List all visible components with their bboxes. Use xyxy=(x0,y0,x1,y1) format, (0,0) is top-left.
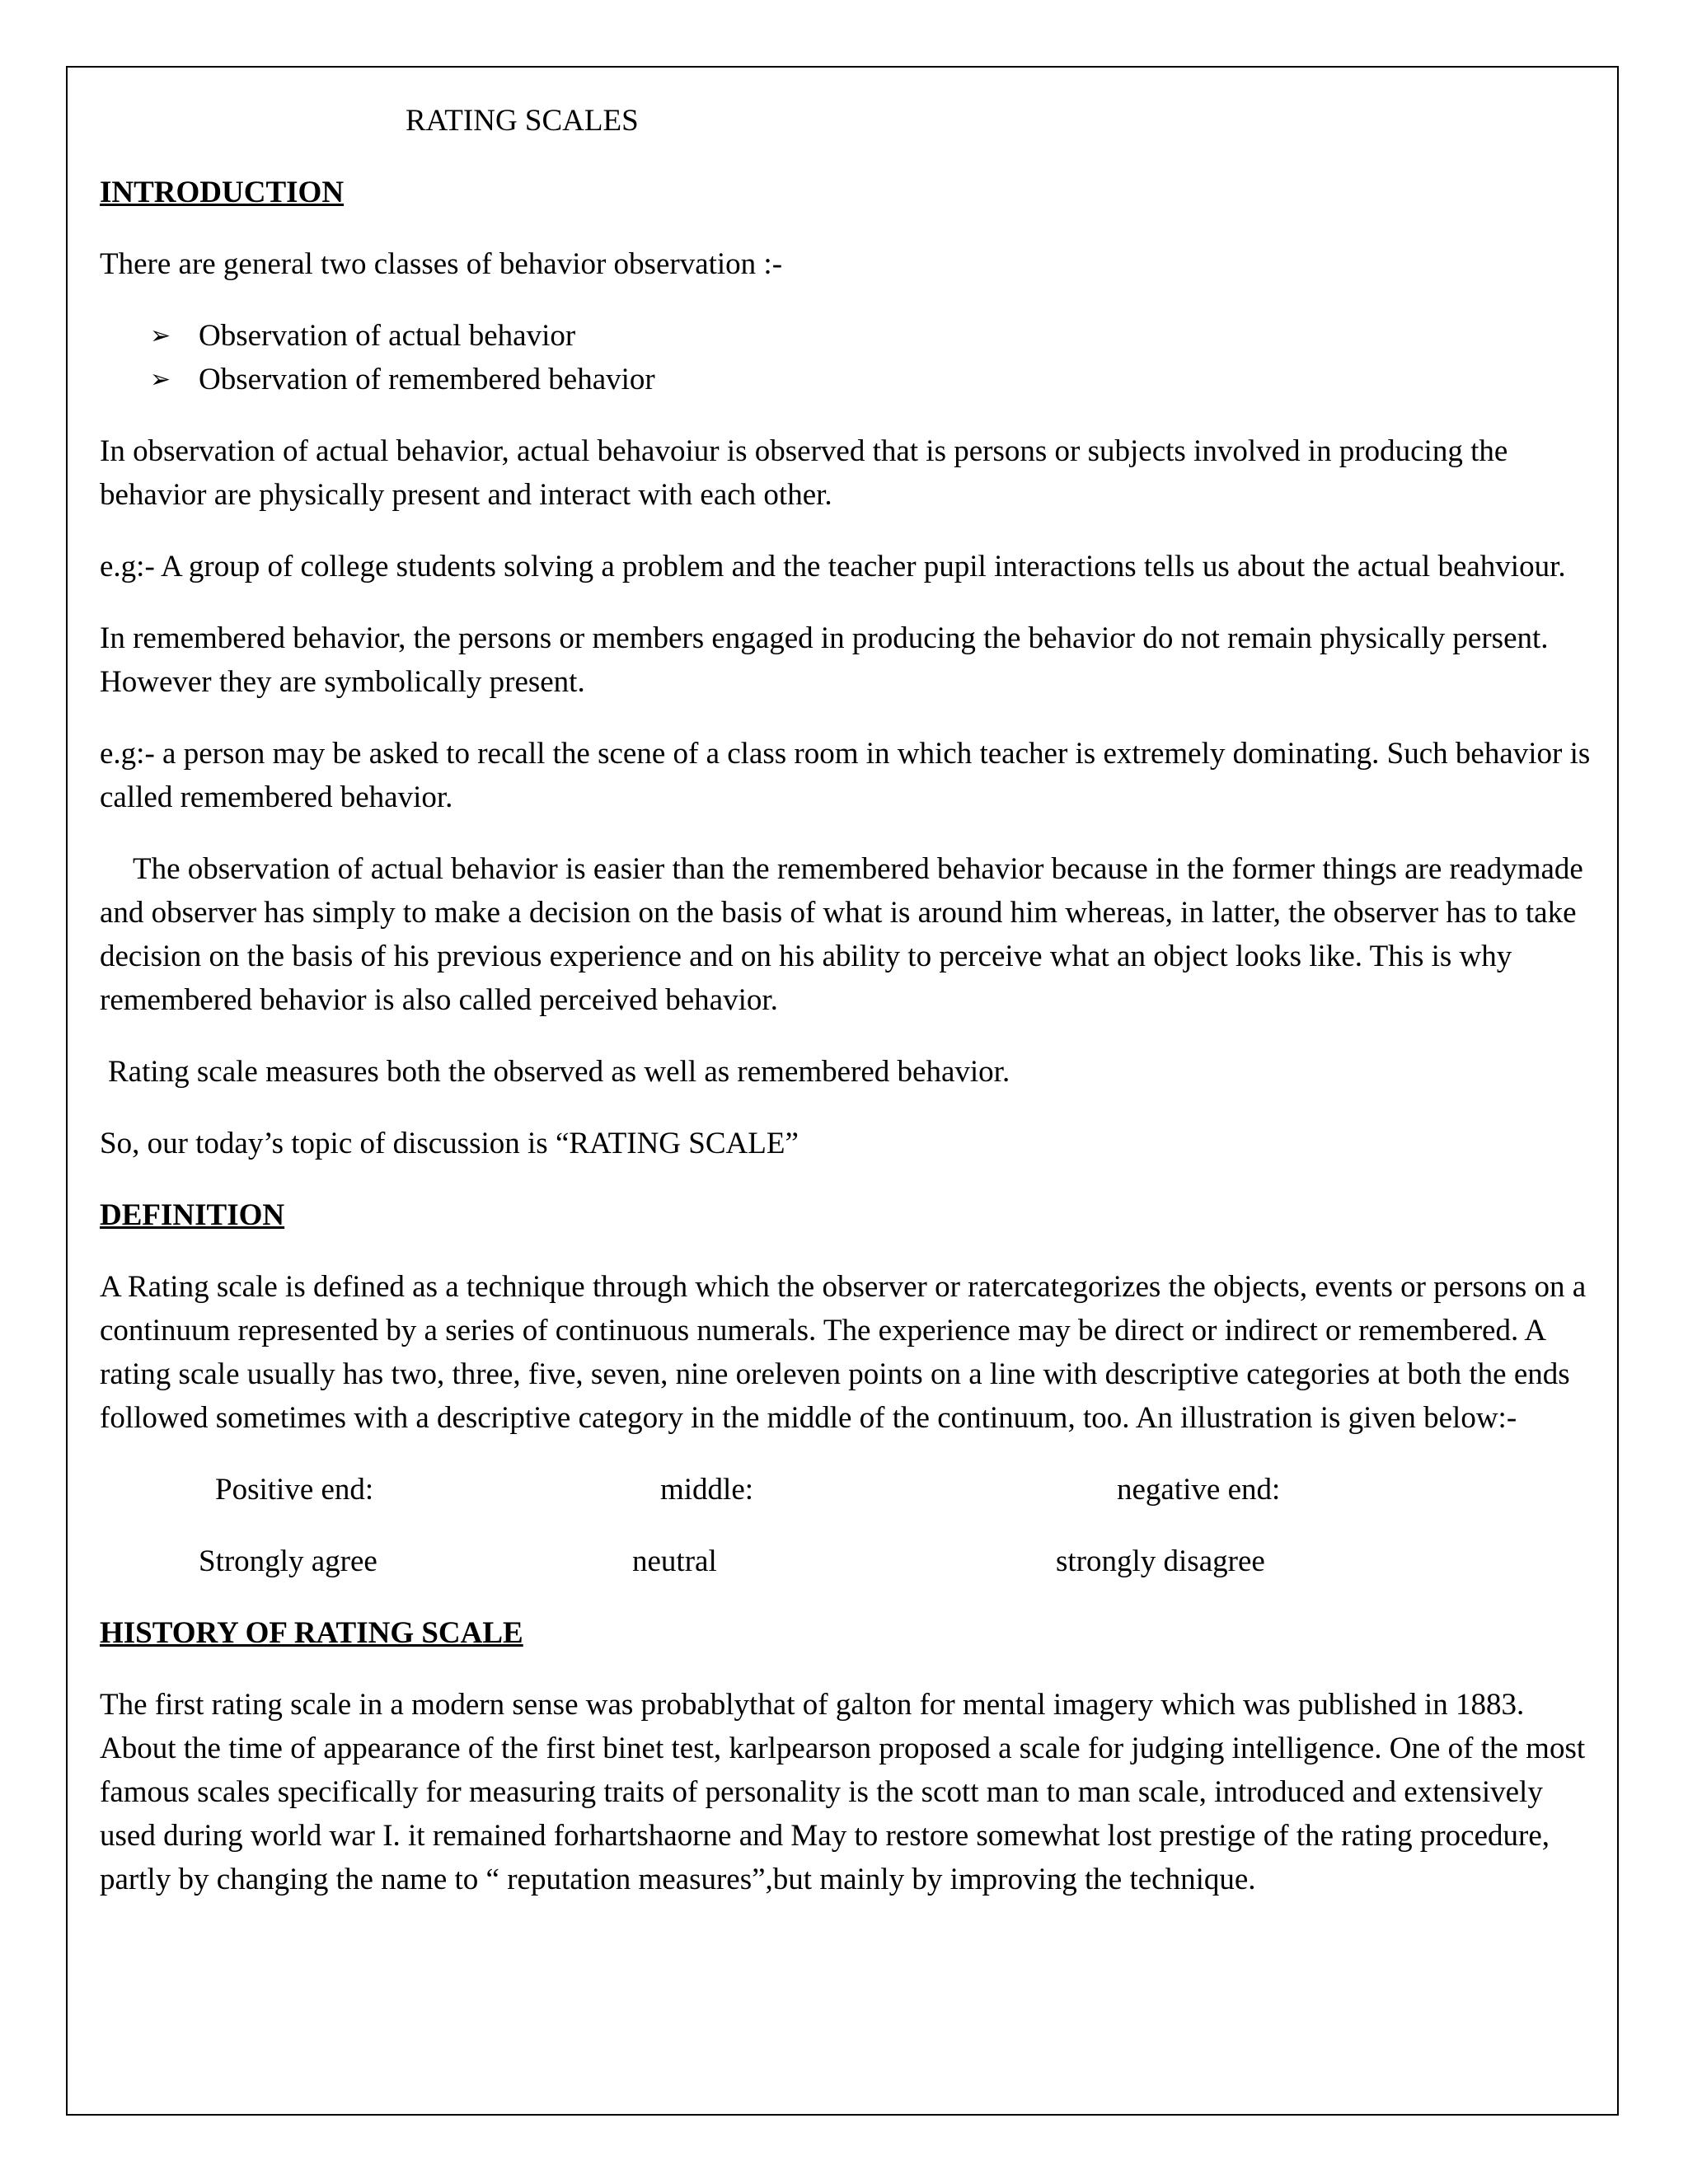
actual-behavior-example: e.g:- A group of college students solving a problem and the teacher pupil interactions tells us about the actual beahviour. xyxy=(100,550,1566,583)
comparison-paragraph: The observation of actual behavior is easier than the remembered behavior because in the former things are readymade and observer has simply to make a decision on the basis of what is around him whereas, in latter, the observer has to take decision on the basis of his previous experience and on his ability to perceive what an object looks like. This is why remembered behavior is also called perceived behavior. xyxy=(100,852,1583,1017)
list-item-text: Observation of actual behavior xyxy=(199,319,576,353)
scale-labels-row xyxy=(100,1468,1592,1511)
positive-end-label: Positive end: xyxy=(215,1473,374,1507)
arrowhead-bullet-icon: ➢ xyxy=(150,365,171,394)
remembered-behavior-paragraph: In remembered behavior, the persons or members engaged in producing the behavior do not remain physically persent. However they are symbolically present. xyxy=(100,621,1549,699)
strongly-agree-value: Strongly agree xyxy=(199,1544,377,1578)
list-item-text: Observation of remembered behavior xyxy=(199,363,655,396)
rating-scale-measures-paragraph: Rating scale measures both the observed as well as remembered behavior. xyxy=(108,1055,1010,1089)
list-item xyxy=(150,314,1592,358)
history-heading: HISTORY OF RATING SCALE xyxy=(100,1616,523,1650)
scale-values-row xyxy=(100,1540,1592,1583)
definition-heading: DEFINITION xyxy=(100,1198,285,1232)
negative-end-label: negative end: xyxy=(1117,1473,1281,1507)
behavior-class-list xyxy=(100,314,1592,401)
history-paragraph: The first rating scale in a modern sense was probablythat of galton for mental imagery which was published in 1883. About the time of appearance of the first binet test, karlpearson proposed a scale for judging intelligence. One of the most famous scales specifically for measuring traits of personality is the scott man to man scale, introduced and extensively used during world war I. it remained forhartshaorne and May to restore somewhat lost prestige of the rating procedure, partly by changing the name to “ reputation measures”,but mainly by improving the technique. xyxy=(100,1688,1586,1896)
strongly-disagree-value: strongly disagree xyxy=(1056,1544,1265,1578)
topic-paragraph: So, our today’s topic of discussion is “RATING SCALE” xyxy=(100,1127,799,1160)
remembered-behavior-example: e.g:- a person may be asked to recall the scene of a class room in which teacher is extremely dominating. Such behavior is called remembered behavior. xyxy=(100,737,1591,814)
introduction-heading: INTRODUCTION xyxy=(100,176,345,209)
list-item xyxy=(150,358,1592,401)
document-body xyxy=(100,99,1592,1929)
arrowhead-bullet-icon: ➢ xyxy=(150,321,171,350)
document-title: RATING SCALES xyxy=(406,104,639,138)
neutral-value: neutral xyxy=(632,1544,717,1578)
definition-paragraph: A Rating scale is defined as a technique through which the observer or ratercategorizes the objects, events or persons on a continuum represented by a series of continuous numerals. The experience may be direct or indirect or remembered. A rating scale usually has two, three, five, seven, nine oreleven points on a line with descriptive categories at both the ends followed sometimes with a descriptive category in the middle of the continuum, too. An illustration is given below:- xyxy=(100,1270,1587,1435)
introduction-lead: There are general two classes of behavior observation :- xyxy=(100,247,783,281)
middle-label: middle: xyxy=(660,1473,754,1507)
actual-behavior-paragraph: In observation of actual behavior, actual behavoiur is observed that is persons or subjects involved in producing the behavior are physically present and interact with each other. xyxy=(100,434,1508,512)
